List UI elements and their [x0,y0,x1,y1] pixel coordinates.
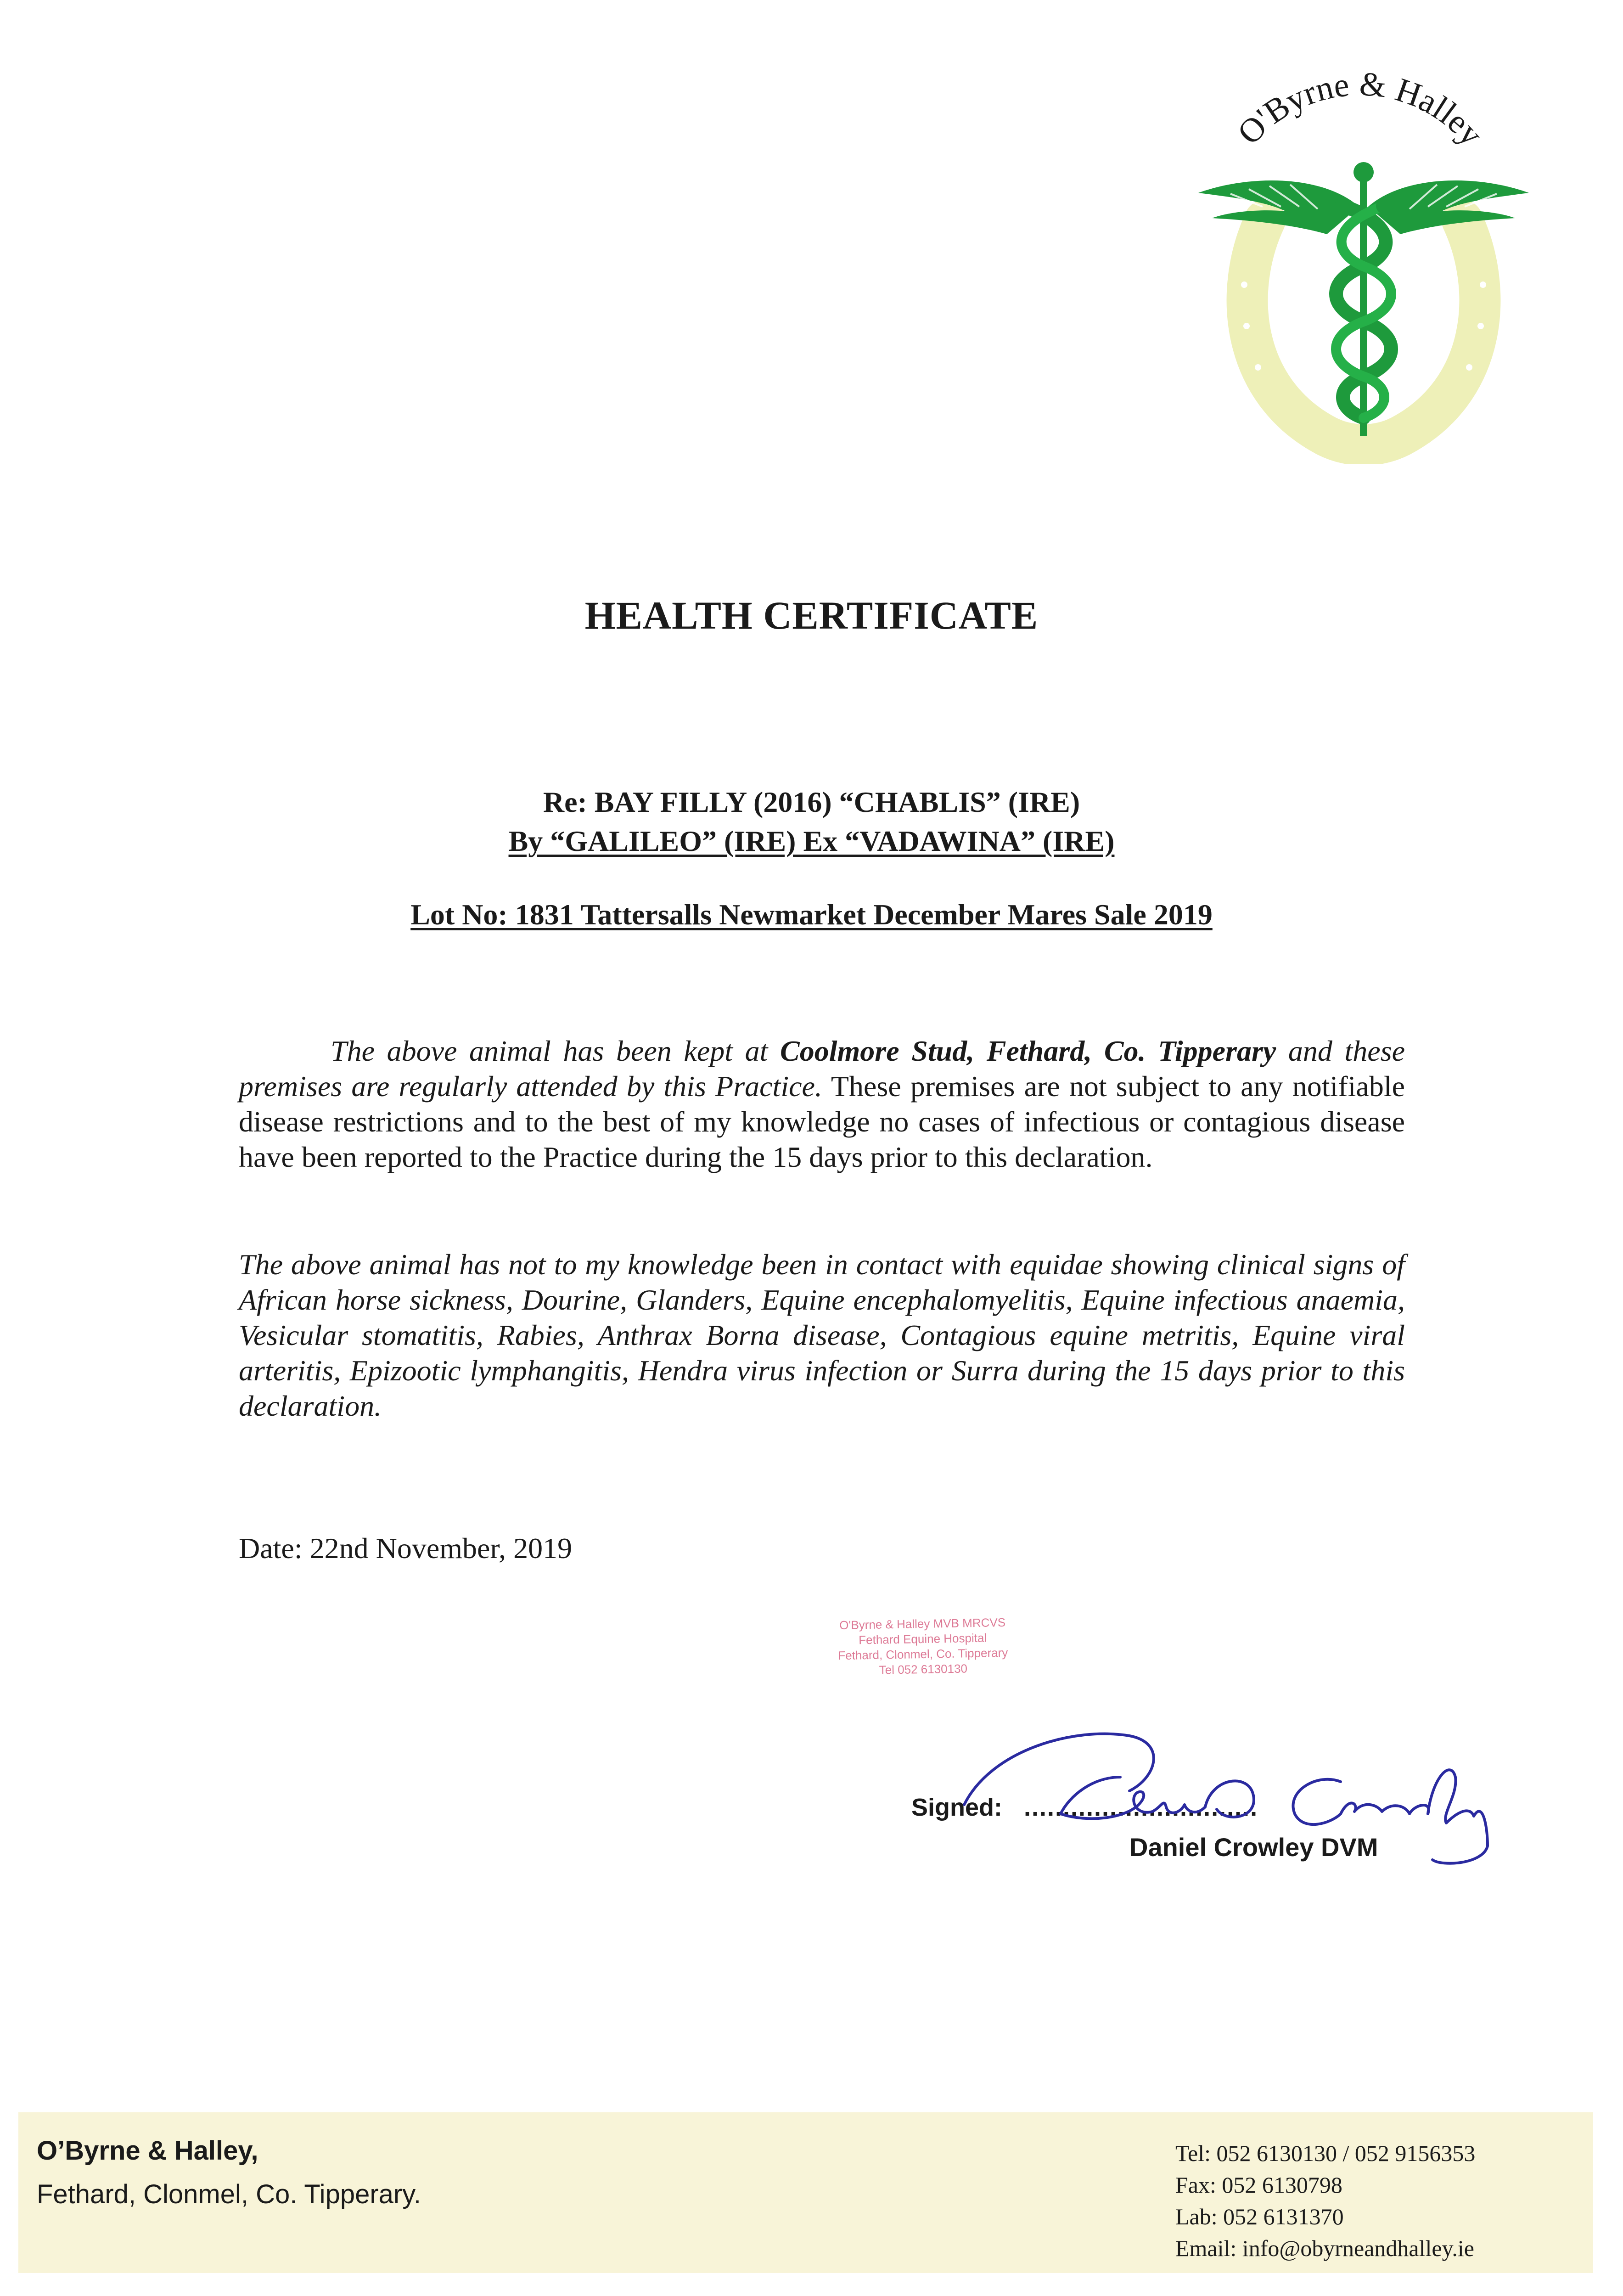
footer-fax: Fax: 052 6130798 [1175,2172,1342,2198]
declaration-paragraph-2: The above animal has not to my knowledge been in contact with equidae showing clinical signs of African horse sickness, Dourine, Glanders, Equine encephalomyelitis, Equine infectious anaemia, Vesicular stomatitis, Rabies, Anthrax Borna disease, Contagious equine metritis, Equine viral arteritis, Epizootic lymphangitis, Hendra virus infection or Surra during the 15 days prior to this declaration. [239,1248,1405,1422]
declaration-date: Date: 22nd November, 2019 [239,1532,573,1564]
document-title: HEALTH CERTIFICATE [584,593,1039,637]
subject-pedigree-line: By “GALILEO” (IRE) Ex “VADAWINA” (IRE) [508,825,1115,857]
declaration-paragraph-1: The above animal has been kept at Coolmore Stud, Fethard, Co. Tipperary and these premises are regularly attended by this Practice. These premises are not subject to any notifiable disease restrictions and to the best of my knowledge no cases of infectious or contagious disease have been reported to the Practice during the 15 days prior to this declaration. [239,1035,1405,1173]
footer-contact-block [1175,2138,1475,2264]
footer-lab: Lab: 052 6131370 [1175,2204,1344,2229]
obyrne-halley-logo [1189,69,1538,464]
footer-tel: Tel: 052 6130130 / 052 9156353 [1175,2140,1476,2166]
footer-email: Email: info@obyrneandhalley.ie [1175,2235,1474,2261]
footer-practice-name: O’Byrne & Halley, [37,2136,258,2166]
subject-re-line: Re: BAY FILLY (2016) “CHABLIS” (IRE) [543,786,1080,818]
footer-address: Fethard, Clonmel, Co. Tipperary. [37,2179,421,2209]
signature-dotted-line: .............................. [1024,1794,1258,1821]
svg-text:O'Byrne & Halley: O'Byrne & Halley [1230,69,1491,153]
signed-label: Signed: [911,1794,1002,1821]
practice-stamp: O'Byrne & Halley MVB MRCVS Fethard Equine Hospital Fethard, Clonmel, Co. Tipperary Tel 052 6130130 [838,1615,1008,1677]
subject-lot-line: Lot No: 1831 Tattersalls Newmarket December Mares Sale 2019 [410,898,1213,931]
signer-name: Daniel Crowley DVM [1129,1833,1378,1862]
